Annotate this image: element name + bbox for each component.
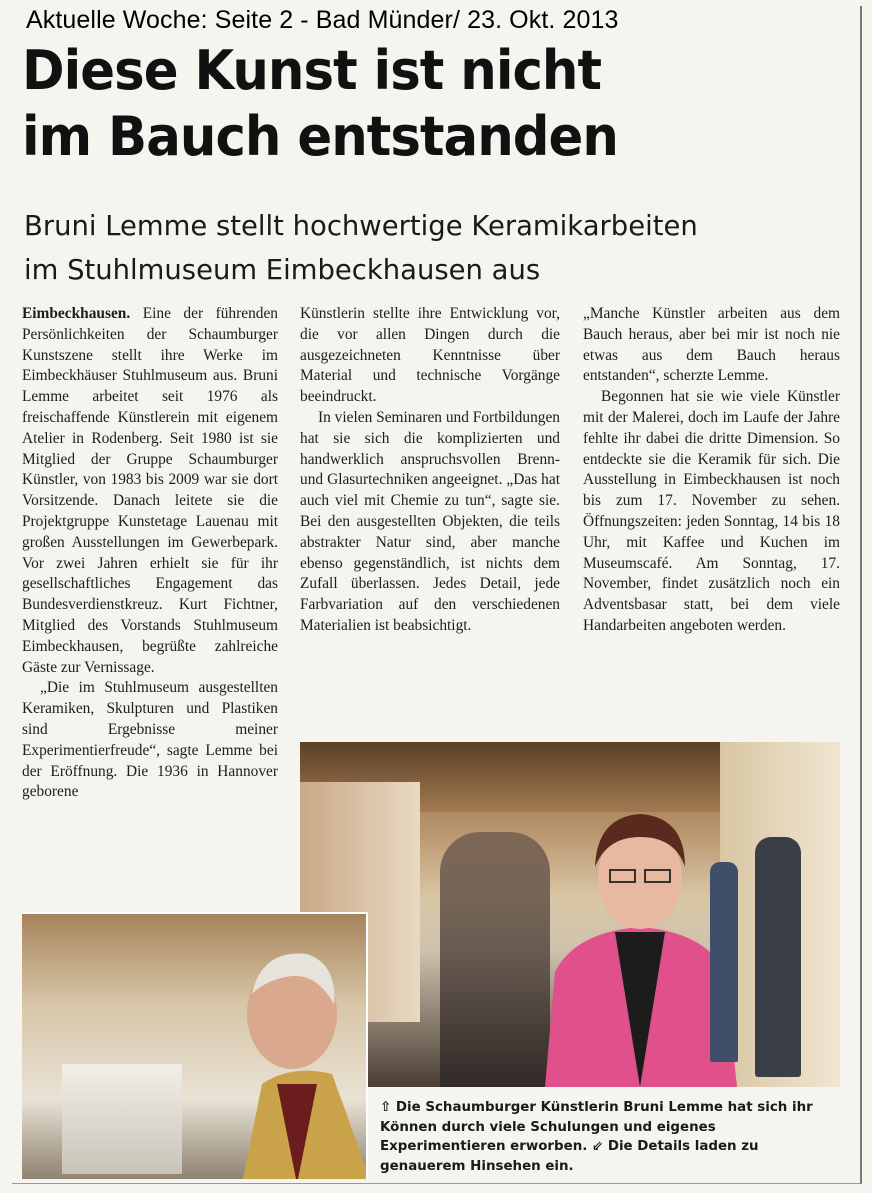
sculpture-blue — [710, 862, 738, 1062]
subheadline — [24, 204, 837, 292]
sculpture-dark — [755, 837, 801, 1077]
dateline: Eimbeckhausen. — [22, 305, 131, 322]
article-column-2 — [300, 304, 560, 637]
photo-visitor-inspecting — [22, 912, 368, 1179]
article-column-1 — [22, 304, 278, 803]
headline-line-2: im Bauch entstanden — [22, 105, 618, 168]
column-2-paragraph-2: In vielen Seminaren und Fortbildungen hat sie sich die komplizierten und handwerklich anspruchsvollen Brenn- und Glasurtechniken angeeignet. „Das hat auch viel mit Chemie zu tun“, sagte sie. Bei den ausgestellten Objekten, die teils abstrakter Natur sind, aber manche ebenso gegenständlich, ist nichts dem Zufall überlassen. Jedes Detail, jede Farbvariation auf den verschiedenen Materialien ist beabsichtigt. — [300, 408, 560, 634]
headline — [22, 38, 811, 170]
visitor-figure — [222, 934, 368, 1179]
column-1-paragraph-2: „Die im Stuhlmuseum ausgestellten Keramiken, Skulpturen und Plastiken sind Ergebnisse meiner Experimentierfreude“, sagte Lemme bei der Eröffnung. Die 1936 in Hannover geborene — [22, 679, 278, 801]
column-2-paragraph-1: Künstlerin stellte ihre Entwicklung vor, die vor allen Dingen durch die ausgezeichneten Kenntnisse über Material und technische Vorgänge beeindruckt. — [300, 305, 560, 406]
article-column-3 — [583, 304, 840, 637]
column-3-paragraph-1: „Manche Künstler arbeiten aus dem Bauch heraus, aber bei mir ist noch nie etwas aus dem Bauch heraus entstanden“, scherzte Lemme. — [583, 305, 840, 385]
column-1-paragraph-1 — [22, 304, 278, 678]
subheadline-line-2: im Stuhlmuseum Eimbeckhausen aus — [24, 253, 541, 286]
subheadline-line-1: Bruni Lemme stellt hochwertige Keramikarbeiten — [24, 209, 698, 242]
header-line: Aktuelle Woche: Seite 2 - Bad Münder/ 23. Okt. 2013 — [26, 6, 619, 34]
photo-caption: ⇧ Die Schaumburger Künstlerin Bruni Lemme hat sich ihr Können durch viele Schulungen und eigenes Experimentieren erworben. ⇙ Die Details laden zu genauerem Hinsehen ein. — [380, 1100, 813, 1174]
exhibit-pedestal — [62, 1064, 182, 1174]
column-1-paragraph-1-text: Eine der führenden Persönlichkeiten der Schaumburger Kunstszene stellt ihre Werke im Eimbeckhäuser Stuhlmuseum aus. Bruni Lemme arbeitet seit 1976 als freischaffende Künstlerein mit eigenem Atelier in Rodenberg. Seit 1980 ist sie Mitglied der Gruppe Schaumburger Künstler, von 1983 bis 2009 war sie dort Vorsitzende. Danach leitete sie die Projektgruppe Kunstetage Lauenau mit großen Ausstellungen im Gewerbepark. Vor zwei Jahren erhielt sie für ihr gesellschaftliches Engagement das Bundesverdienstkreuz. Kurt Fichtner, Mitglied des Vorstands Stuhlmuseum Eimbeckhausen, begrüßte zahlreiche Gäste zur Vernissage. — [22, 305, 278, 676]
column-3-paragraph-2: Begonnen hat sie wie viele Künstler mit der Malerei, doch im Laufe der Jahre fehlte ihr dabei die dritte Dimension. So entdeckte sie die Keramik für sich. Die Ausstellung in Eimbeckhausen ist noch bis zum 17. November zu sehen. Öffnungszeiten: jeden Sonntag, 14 bis 18 Uhr, mit Kaffee und Kuchen im Museumscafé. Am Sonntag, 17. November, findet zusätzlich noch ein Adventsbasar statt, bei dem viele Handarbeiten angeboten werden. — [583, 388, 840, 634]
headline-line-1: Diese Kunst ist nicht — [22, 39, 602, 102]
photo-artist-with-sculptures — [300, 742, 840, 1087]
